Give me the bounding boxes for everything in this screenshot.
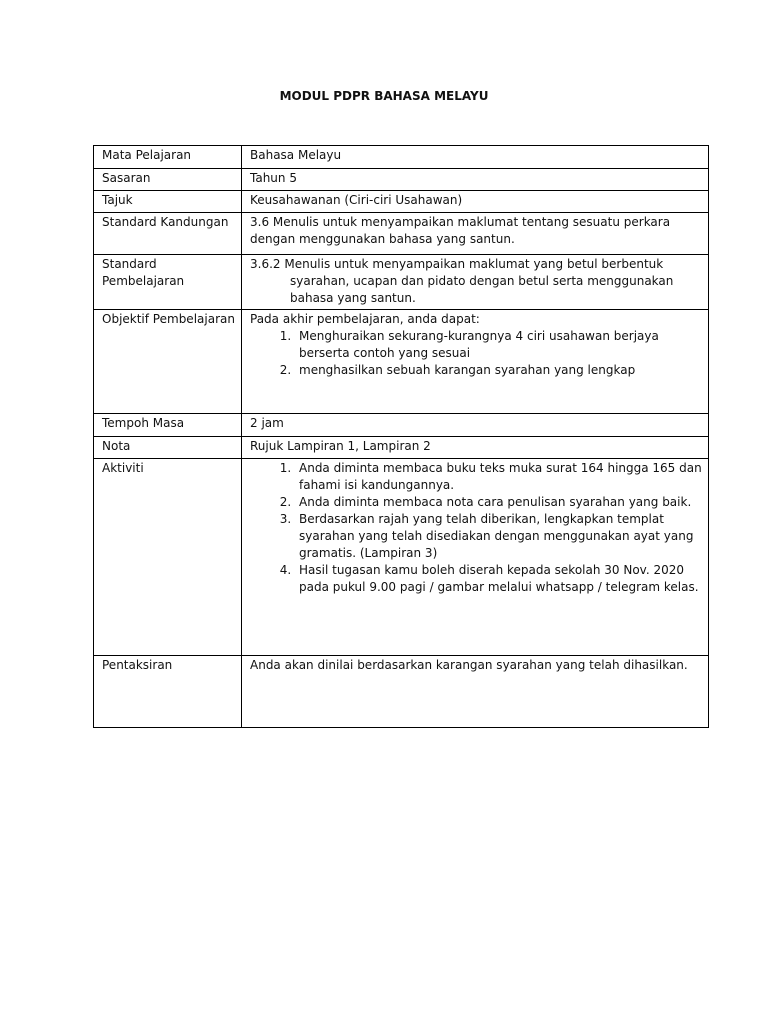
page-title: MODUL PDPR BAHASA MELAYU: [279, 89, 489, 103]
list-item: 4. Hasil tugasan kamu boleh diserah kepada sekolah 30 Nov. 2020 pada pukul 9.00 pagi / gambar melalui whatsapp / telegram kelas.: [295, 562, 703, 596]
standard-kandungan-label: Standard Kandungan: [94, 213, 242, 255]
mata-pelajaran-value: Bahasa Melayu: [242, 146, 709, 169]
aktiviti-label: Aktiviti: [94, 459, 242, 656]
standard-pembelajaran-value: [242, 255, 709, 310]
mata-pelajaran-label: Mata Pelajaran: [94, 146, 242, 169]
tajuk-value: Keusahawanan (Ciri-ciri Usahawan): [242, 191, 709, 213]
standard-pembelajaran-label: Standard Pembelajaran: [94, 255, 242, 310]
objektif-intro: Pada akhir pembelajaran, anda dapat:: [250, 312, 480, 326]
list-item: 1. Anda diminta membaca buku teks muka surat 164 hingga 165 dan fahami isi kandungannya.: [295, 460, 703, 494]
table-row: [94, 146, 709, 169]
pentaksiran-label: Pentaksiran: [94, 656, 242, 728]
table-row: [94, 459, 709, 656]
standard-pembelajaran-line1: 3.6.2 Menulis untuk menyampaikan maklumat yang betul berbentuk: [250, 257, 664, 271]
table-row: [94, 656, 709, 728]
tempoh-masa-label: Tempoh Masa: [94, 414, 242, 437]
table-row: [94, 213, 709, 255]
module-table: [93, 145, 709, 728]
sasaran-value: Tahun 5: [242, 169, 709, 191]
table-row: [94, 169, 709, 191]
standard-kandungan-value: 3.6 Menulis untuk menyampaikan maklumat tentang sesuatu perkara dengan menggunakan bahasa yang santun.: [242, 213, 709, 255]
standard-pembelajaran-line2: syarahan, ucapan dan pidato dengan betul serta menggunakan bahasa yang santun.: [290, 274, 674, 305]
table-row: [94, 437, 709, 459]
nota-value: Rujuk Lampiran 1, Lampiran 2: [242, 437, 709, 459]
objektif-list: [250, 328, 703, 379]
tempoh-masa-value: 2 jam: [242, 414, 709, 437]
table-row: [94, 414, 709, 437]
nota-label: Nota: [94, 437, 242, 459]
table-row: [94, 191, 709, 213]
tajuk-label: Tajuk: [94, 191, 242, 213]
list-item: 2. Anda diminta membaca nota cara penulisan syarahan yang baik.: [295, 494, 703, 511]
table-row: [94, 255, 709, 310]
objektif-label: Objektif Pembelajaran: [94, 310, 242, 414]
list-item: 1. Menghuraikan sekurang-kurangnya 4 ciri usahawan berjaya berserta contoh yang sesuai: [295, 328, 703, 362]
list-item: 2. menghasilkan sebuah karangan syarahan yang lengkap: [295, 362, 703, 379]
aktiviti-value: [242, 459, 709, 656]
sasaran-label: Sasaran: [94, 169, 242, 191]
aktiviti-list: [250, 460, 703, 596]
list-item: 3. Berdasarkan rajah yang telah diberikan, lengkapkan templat syarahan yang telah disediakan dengan menggunakan ayat yang gramatis. (Lampiran 3): [295, 511, 703, 562]
table-row: [94, 310, 709, 414]
objektif-value: [242, 310, 709, 414]
pentaksiran-value: Anda akan dinilai berdasarkan karangan syarahan yang telah dihasilkan.: [242, 656, 709, 728]
